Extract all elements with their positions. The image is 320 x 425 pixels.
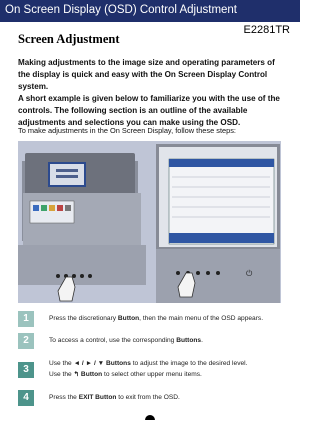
step-item-3 bbox=[18, 358, 288, 384]
power-icon: ⏻ bbox=[246, 269, 253, 278]
step-item-1 bbox=[18, 311, 288, 329]
page-tab-marker bbox=[145, 415, 155, 420]
step-text: To access a control, use the corresponding Buttons. bbox=[49, 337, 203, 344]
step-text: Use the ◄ / ► / ▼ Buttons to adjust the image to the desired level. bbox=[49, 360, 248, 367]
intro-paragraph bbox=[18, 57, 286, 129]
instruction-lead: To make adjustments in the On Screen Display, follow these steps: bbox=[18, 126, 236, 135]
step-text: Use the ↰ Button to select other upper menu items. bbox=[49, 371, 202, 378]
small-monitor-illustration bbox=[18, 153, 146, 301]
step-number: 4 bbox=[18, 390, 34, 406]
return-icon: ↰ bbox=[73, 371, 80, 378]
large-monitor-illustration bbox=[156, 144, 280, 303]
step-text: Press the discretionary Button, then the main menu of the OSD appears. bbox=[49, 315, 264, 322]
arrow-keys-icon: ◄ / ► / ▼ bbox=[73, 360, 105, 367]
header-bar bbox=[0, 0, 300, 22]
model-number: E2281TR bbox=[243, 24, 290, 36]
intro-line: adjustments and selections you can make using the OSD. bbox=[18, 118, 241, 127]
intro-line: the display is quick and easy with the On Screen Display Control bbox=[18, 70, 268, 79]
step-number: 3 bbox=[18, 362, 34, 378]
step-text: Press the EXIT Button to exit from the OSD. bbox=[49, 394, 180, 401]
osd-illustration bbox=[18, 141, 281, 303]
step-number: 1 bbox=[18, 311, 34, 327]
step-number: 2 bbox=[18, 333, 34, 349]
intro-line: system. bbox=[18, 82, 49, 91]
step-item-2 bbox=[18, 333, 288, 351]
section-title: Screen Adjustment bbox=[18, 32, 120, 46]
intro-line: A short example is given below to familiarize you with the use of the bbox=[18, 94, 280, 103]
step-item-4 bbox=[18, 390, 288, 408]
intro-line: controls. The following section is an outline of the available bbox=[18, 106, 248, 115]
page-header-title: On Screen Display (OSD) Control Adjustment bbox=[5, 4, 238, 16]
intro-line: Making adjustments to the image size and operating parameters of bbox=[18, 58, 275, 67]
